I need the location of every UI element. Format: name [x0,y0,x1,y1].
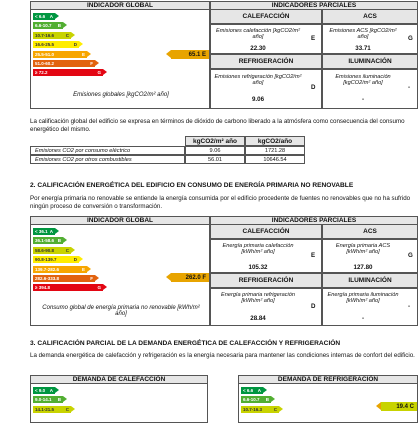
scale-range-label: 16.6-25.5 [35,42,55,48]
s1-calefaccion-desc: Emisiones calefacción [kgCO2/m² año] [216,28,300,41]
co2-table [30,136,340,168]
scale-range-label: 282.6-333.8 [35,276,60,281]
scale-letter: A [257,388,261,393]
scale-range-label: ≥ 72.2 [35,70,48,76]
scale-range-label: 6.6-10.7 [243,397,260,403]
scale-range-label: 6.6-10.7 [35,23,52,29]
scale-bar-b [241,396,271,403]
section2-title: 2. CALIFICACIÓN ENERGÉTICA DEL EDIFICIO EN CONSUMO DE ENERGÍA PRIMARIA NO RENOVABLE [30,182,354,189]
s3-refrig-scale [241,387,341,417]
s1-iluminacion-letter: - [408,84,411,91]
section3-title: 3. CALIFICACIÓN PARCIAL DE LA DEMANDA ENERGÉTICA DE CALEFACCIÓN Y REFRIGERACIÓN [30,340,341,347]
scale-bar-e [33,51,87,58]
s2-refrigeracion-letter: D [311,303,316,310]
scale-letter: A [49,14,53,19]
scale-letter: G [97,70,101,76]
s2-calefaccion-letter: E [311,252,316,259]
s1-acs-letter: G [408,35,413,42]
scale-bar-c [33,406,71,413]
s2-acs-letter: G [408,252,413,259]
scale-letter: A [49,229,53,234]
co2-col1-header: kgCO2/m² año [185,136,245,146]
scale-range-label: 10.7-16.3 [243,406,263,412]
s2-iluminacion-header: ILUMINACIÓN [322,273,418,288]
scale-letter: F [90,61,93,66]
para-demand: La demanda energética de calefacción y refrigeración es la energía necesaria para mantener las condiciones internas de confort del edificio. [30,352,415,359]
scale-bar-c [33,247,71,254]
s2-global-panel [30,224,210,326]
scale-letter: D [73,42,77,48]
scale-bar-a [33,387,55,394]
scale-range-label: 51.0-60.2 [35,61,55,66]
s1-refrigeracion-letter: D [311,84,316,91]
scale-letter: E [81,266,85,272]
s1-calefaccion-letter: E [311,35,316,42]
scale-range-label: < 9.0 [35,388,46,393]
scale-letter: A [49,388,53,393]
s1-iluminacion-header: ILUMINACIÓN [322,54,418,69]
s3-refrig-marker: 19.4 C [381,402,417,411]
scale-range-label: 90.8-139.7 [35,257,57,263]
co2-row2-v1: 56.01 [185,155,245,164]
scale-bar-c [33,32,71,39]
s1-acs-cell [322,24,418,54]
s2-refrigeracion-header: REFRIGERACIÓN [210,273,322,288]
s2-iluminacion-value: - [361,315,365,322]
s1-ilum-cell [322,69,418,109]
scale-bar-a [241,387,263,394]
scale-letter: E [81,51,85,57]
scale-bar-b [33,237,63,244]
scale-letter: B [57,397,61,403]
scale-bar-e [33,266,87,273]
s2-acs-header: ACS [322,224,418,239]
scale-range-label: 139.7-282.6 [35,266,60,272]
scale-bar-b [33,22,63,29]
co2-row1-v2: 1721.28 [245,146,305,155]
scale-range-label: 25.5-51.0 [35,51,55,57]
s1-iluminacion-value: - [361,96,365,103]
s2-calef-cell [210,239,322,273]
scale-letter: C [65,32,69,38]
s2-calefaccion-value: 105.32 [248,264,268,271]
s1-global-header: INDICADOR GLOBAL [30,1,210,10]
s3-refrig-panel [238,383,418,423]
scale-range-label: 9.0-14.1 [35,397,52,403]
s1-global-marker: 65.1 E [171,50,209,59]
s1-acs-desc: Emisiones ACS [kgCO2/m² año] [329,28,397,41]
s2-refrigeracion-desc: Energía primaria refrigeración [kWh/m² año] [221,292,295,305]
s1-calefaccion-value: 22.30 [250,45,266,52]
scale-bar-d [33,256,79,263]
co2-row1-v1: 9.06 [185,146,245,155]
co2-row1-label: Emisiones CO2 por consumo eléctrico [30,146,185,155]
s1-calefaccion-header: CALEFACCIÓN [210,9,322,24]
s1-refrig-cell [210,69,322,109]
scale-bar-f [33,275,95,282]
scale-range-label: 14.1-21.5 [35,406,55,412]
s2-global-marker: 262.0 F [171,273,209,282]
s2-acs-desc: Energía primaria ACS [kWh/m² año] [335,243,391,256]
s1-refrigeracion-value: 9.06 [251,96,265,103]
scale-range-label: 36.1-58.6 [35,238,55,244]
scale-bar-g [33,284,103,291]
para-emissions: La calificación global del edificio se expresa en términos de dióxido de carbono liberado a la atmósfera como consecuencia del consumo energético del mismo. [30,118,405,133]
scale-bar-d [33,41,79,48]
s2-global-label: Consumo global de energía primaria no renovable [kWh/m² año] [42,305,200,318]
scale-bar-a [33,228,55,235]
s2-refrig-cell [210,288,322,326]
s2-parciales-header: INDICADORES PARCIALES [210,216,418,225]
s1-refrigeracion-header: REFRIGERACIÓN [210,54,322,69]
scale-range-label: < 36.1 [35,229,48,234]
co2-row2-v2: 10646.54 [245,155,305,164]
s1-global-label: Emisiones globales [kgCO2/m² año] [73,92,169,98]
scale-range-label: ≥ 394.8 [35,285,50,291]
scale-letter: D [73,257,77,263]
co2-row2-label: Emisiones CO2 por otros combustibles [30,155,185,164]
s1-calef-cell [210,24,322,54]
s2-refrigeracion-value: 28.84 [250,315,266,322]
s1-acs-header: ACS [322,9,418,24]
co2-col2-header: kgCO2/año [245,136,305,146]
s2-acs-cell [322,239,418,273]
scale-letter: B [265,397,269,403]
s3-calef-header: DEMANDA DE CALEFACCIÓN [30,375,208,384]
scale-range-label: < 6.6 [243,388,254,393]
s2-block [30,216,418,326]
scale-range-label: < 6.6 [35,14,46,19]
s2-calefaccion-desc: Energía primaria calefacción [kWh/m² año] [222,243,294,256]
scale-bar-f [33,60,95,67]
para-primary-energy: Por energía primaria no renovable se entiende la energía consumida por el edificio procedente de fuentes no renovables que no ha sufrido ningún proceso de conversión o transformación. [30,195,411,210]
scale-range-label: 58.6-90.8 [35,247,55,253]
s2-acs-value: 127.80 [353,264,373,271]
scale-letter: C [273,406,277,412]
s3-calef-scale [33,387,133,417]
scale-bar-c [241,406,279,413]
s1-global-panel [30,9,210,109]
s3-refrig-header: DEMANDA DE REFRIGERACIÓN [238,375,418,384]
scale-letter: G [97,285,101,291]
s2-calefaccion-header: CALEFACCIÓN [210,224,322,239]
scale-letter: F [90,276,93,281]
s3-block [30,375,418,420]
s1-refrigeracion-desc: Emisiones refrigeración [kgCO2/m² año] [214,74,302,87]
s1-energy-scale [33,13,133,79]
scale-letter: C [65,247,69,253]
s1-iluminacion-desc: Emisiones iluminación [kgCO2/m² año] [335,74,391,87]
scale-range-label: 10.7-16.6 [35,32,55,38]
scale-letter: C [65,406,69,412]
s1-parciales-header: INDICADORES PARCIALES [210,1,418,10]
s2-iluminacion-letter: - [408,303,411,310]
s2-ilum-cell [322,288,418,326]
s2-iluminacion-desc: Energía primaria iluminación [kWh/m² año] [327,292,399,305]
s1-block [30,1,418,109]
s2-global-header: INDICADOR GLOBAL [30,216,210,225]
s2-energy-scale [33,228,133,294]
s1-acs-value: 33.71 [355,45,371,52]
s3-calef-panel [30,383,208,423]
scale-bar-b [33,396,63,403]
scale-letter: B [57,238,61,244]
scale-bar-g [33,69,103,76]
scale-bar-a [33,13,55,20]
scale-letter: B [57,23,61,29]
